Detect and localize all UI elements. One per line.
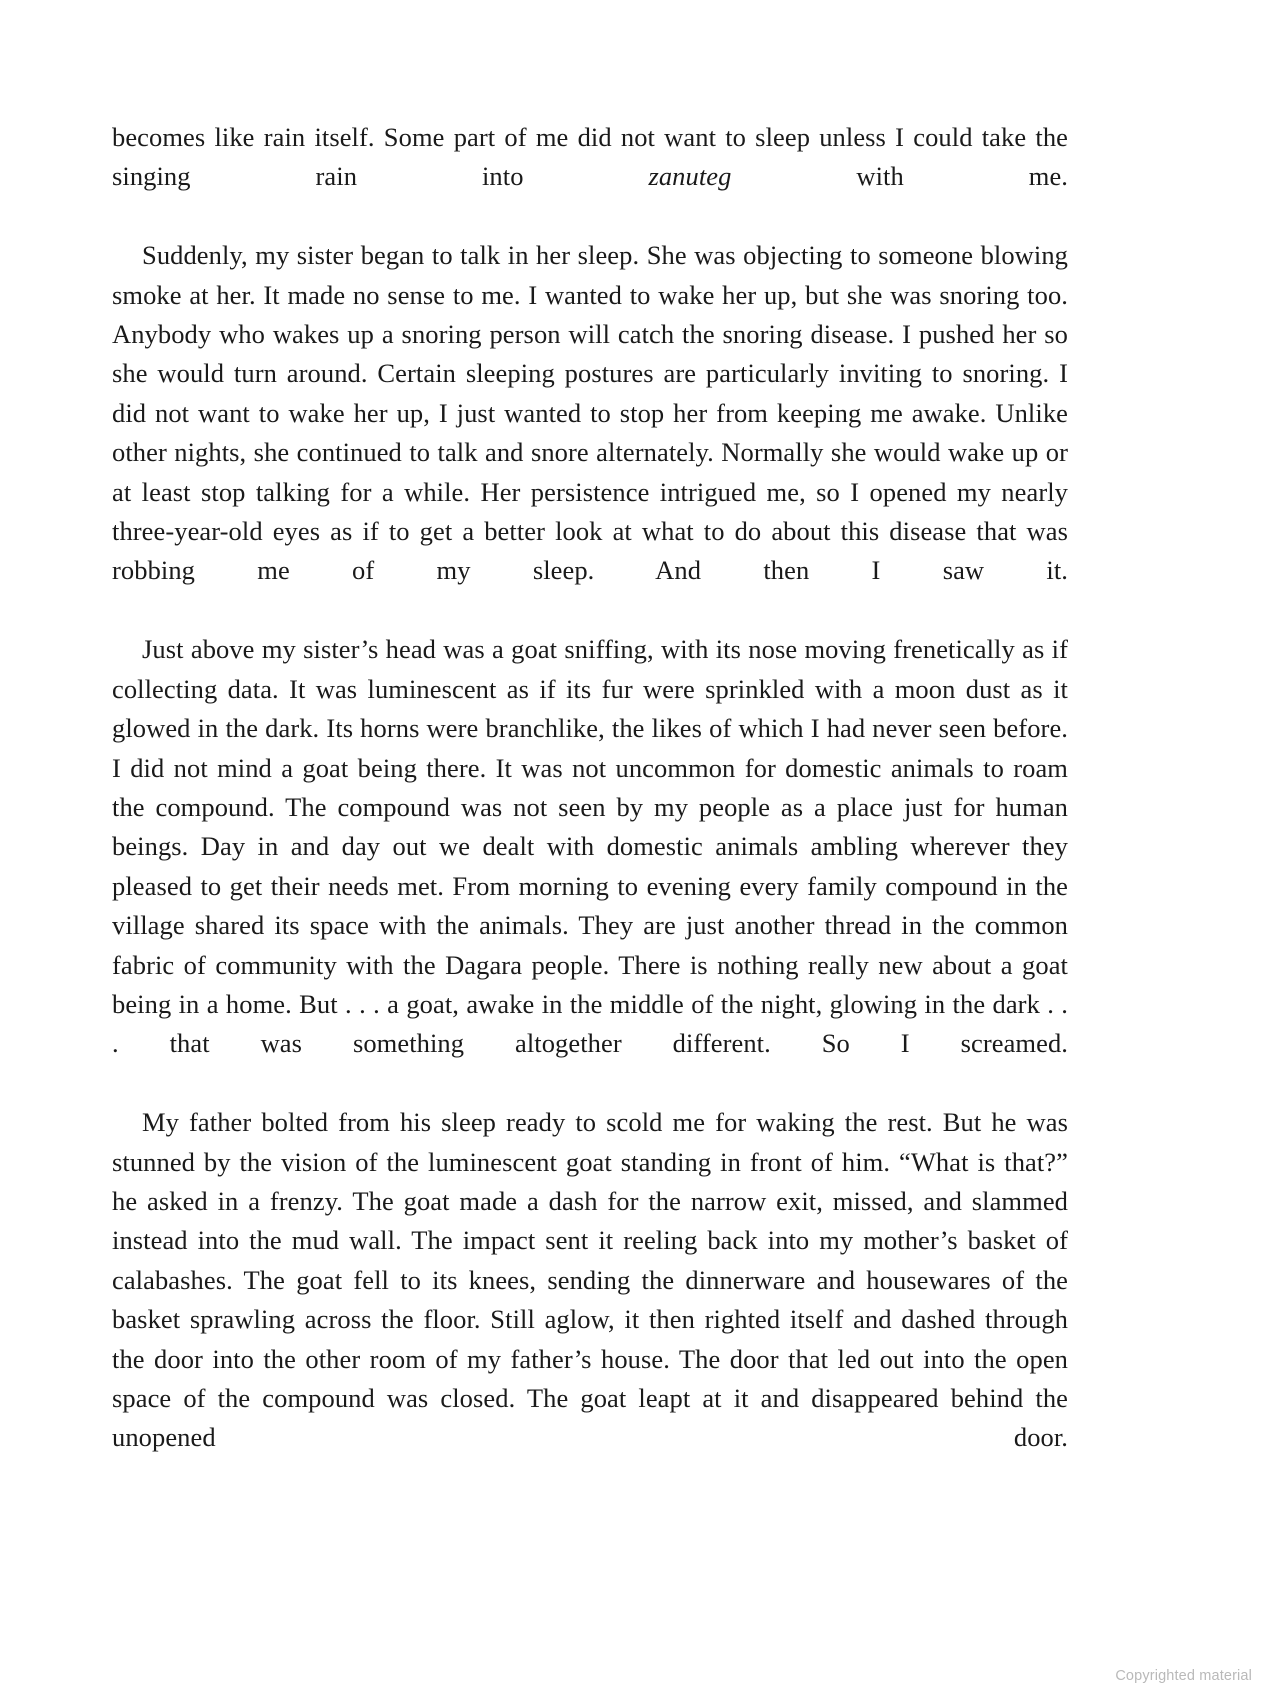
paragraph-father-bolted: My father bolted from his sleep ready to scold me for waking the rest. But he was stunned by the vision of the luminescent goat standing in front of him. “What is that?” he asked in a frenzy. The goat made a dash for the narrow exit, missed, and slammed instead into the mud wall. The impact sent it reeling back into my mother’s basket of calabashes. The goat fell to its knees, sending the dinnerware and housewares of the basket sprawling across the floor. Still aglow, it then righted itself and dashed through the door into the other room of my father’s house. The door that led out into the open space of the compound was closed. The goat leapt at it and disappeared behind the unopened door. <box>112 1107 1068 1453</box>
page-text-column <box>112 118 1068 1497</box>
paragraph-sister-talking: Suddenly, my sister began to talk in her sleep. She was objecting to someone blowing smoke at her. It made no sense to me. I wanted to wake her up, but she was snoring too. Anybody who wakes up a snoring person will catch the snoring disease. I pushed her so she would turn around. Certain sleeping postures are particularly inviting to snoring. I did not want to wake her up, I just wanted to stop her from keeping me awake. Unlike other nights, she continued to talk and snore alternately. Normally she would wake up or at least stop talking for a while. Her persistence intrigued me, so I opened my nearly three-year-old eyes as if to get a better look at what to do about this disease that was robbing me of my sleep. And then I saw it. <box>112 240 1068 586</box>
foreign-term-zanuteg: zanuteg <box>648 161 732 192</box>
paragraph-glowing-goat: Just above my sister’s head was a goat sniffing, with its nose moving frenetically as if collecting data. It was luminescent as if its fur were sprinkled with a moon dust as it glowed in the dark. Its horns were branchlike, the likes of which I had never seen before. I did not mind a goat being there. It was not uncommon for domestic animals to roam the compound. The compound was not seen by my people as a place just for human beings. Day in and day out we dealt with domestic animals ambling wherever they pleased to get their needs met. From morning to evening every family compound in the village shared its space with the animals. They are just another thread in the common fabric of community with the Dagara people. There is nothing really new about a goat being in a home. But . . . a goat, awake in the middle of the night, glowing in the dark . . . that was something altogether different. So I screamed. <box>112 634 1068 1059</box>
paragraph-text-part-1: becomes like rain itself. Some part of me did not want to sleep unless I could take the singing rain into <box>112 122 1068 192</box>
copyright-notice: Copyrighted material <box>1115 1668 1252 1684</box>
paragraph-text-part-2: with me. <box>731 161 1068 192</box>
paragraph-continuation <box>112 118 1068 236</box>
